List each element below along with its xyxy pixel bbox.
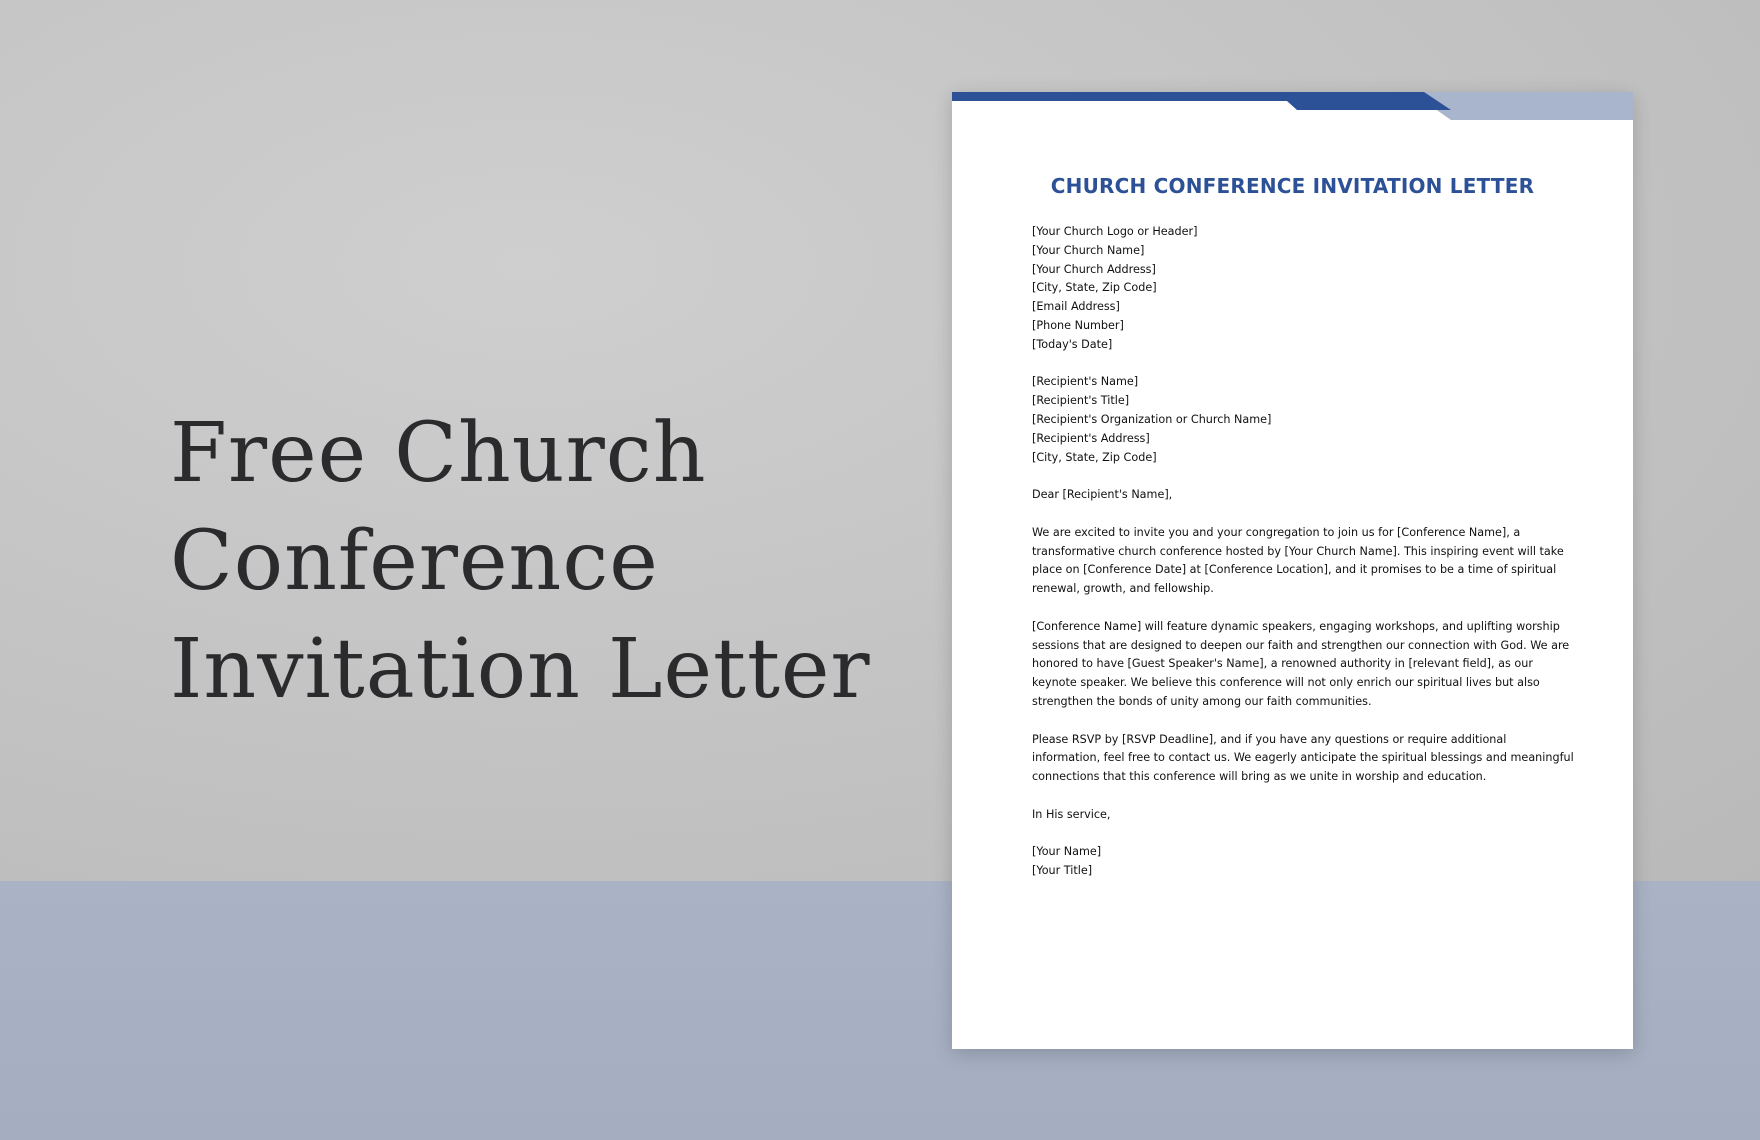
letter-document: [952, 92, 1633, 1049]
recipient-line: [City, State, Zip Code]: [1032, 450, 1157, 464]
hero-title-line: Invitation Letter: [170, 622, 871, 717]
paragraph-line: sessions that are designed to deepen our faith and strengthen our connection with God. We are: [1032, 638, 1570, 652]
sender-line: [Email Address]: [1032, 300, 1120, 314]
sender-line: [Your Church Name]: [1032, 243, 1145, 257]
paragraph-line: strengthen the bonds of unity among our faith communities.: [1032, 694, 1372, 708]
paragraph-line: place on [Conference Date] at [Conference Location], and it promises to be a time of spiritual: [1032, 563, 1557, 577]
paragraph-line: honored to have [Guest Speaker's Name], a renowned authority in [relevant field], as our: [1032, 657, 1533, 671]
salutation-text: Dear [Recipient's Name],: [1032, 488, 1173, 502]
signature-block: [1032, 843, 1572, 881]
letter-body: [1032, 223, 1572, 900]
hero-title-line: Free Church: [170, 406, 707, 501]
hero-title-line: Conference: [170, 514, 659, 609]
paragraph-line: [Conference Name] will feature dynamic speakers, engaging workshops, and uplifting worship: [1032, 619, 1560, 633]
recipient-address-block: [1032, 373, 1572, 467]
closing-text: In His service,: [1032, 807, 1111, 821]
sender-line: [Today's Date]: [1032, 337, 1113, 351]
sender-address-block: [1032, 223, 1572, 355]
sender-line: [Your Church Address]: [1032, 262, 1156, 276]
paragraph-line: We are excited to invite you and your congregation to join us for [Conference Name], a: [1032, 525, 1521, 539]
header-dark-bar: [952, 92, 1451, 110]
recipient-line: [Recipient's Title]: [1032, 394, 1130, 408]
closing: [1032, 806, 1572, 825]
paragraph-line: information, feel free to contact us. We eagerly anticipate the spiritual blessings and meaningful: [1032, 751, 1574, 765]
recipient-line: [Recipient's Name]: [1032, 375, 1139, 389]
paragraph-line: connections that this conference will bring as we unite in worship and education.: [1032, 770, 1487, 784]
salutation: [1032, 486, 1572, 505]
recipient-line: [Recipient's Address]: [1032, 431, 1150, 445]
body-paragraph-2: [1032, 618, 1572, 712]
paragraph-line: transformative church conference hosted by [Your Church Name]. This inspiring event will take: [1032, 544, 1564, 558]
header-accent-bars: [952, 92, 1633, 122]
signature-line: [Your Title]: [1032, 864, 1093, 878]
hero-title: [170, 400, 870, 724]
recipient-line: [Recipient's Organization or Church Name]: [1032, 412, 1272, 426]
paragraph-line: Please RSVP by [RSVP Deadline], and if you have any questions or require additional: [1032, 732, 1507, 746]
sender-line: [Phone Number]: [1032, 318, 1124, 332]
sender-line: [Your Church Logo or Header]: [1032, 225, 1198, 238]
paragraph-line: keynote speaker. We believe this conference will not only enrich our spiritual lives but also: [1032, 676, 1540, 690]
body-paragraph-1: [1032, 524, 1572, 599]
body-paragraph-3: [1032, 731, 1572, 787]
signature-line: [Your Name]: [1032, 845, 1102, 859]
letter-title: CHURCH CONFERENCE INVITATION LETTER: [1050, 174, 1535, 198]
paragraph-line: renewal, growth, and fellowship.: [1032, 582, 1214, 596]
sender-line: [City, State, Zip Code]: [1032, 281, 1157, 295]
